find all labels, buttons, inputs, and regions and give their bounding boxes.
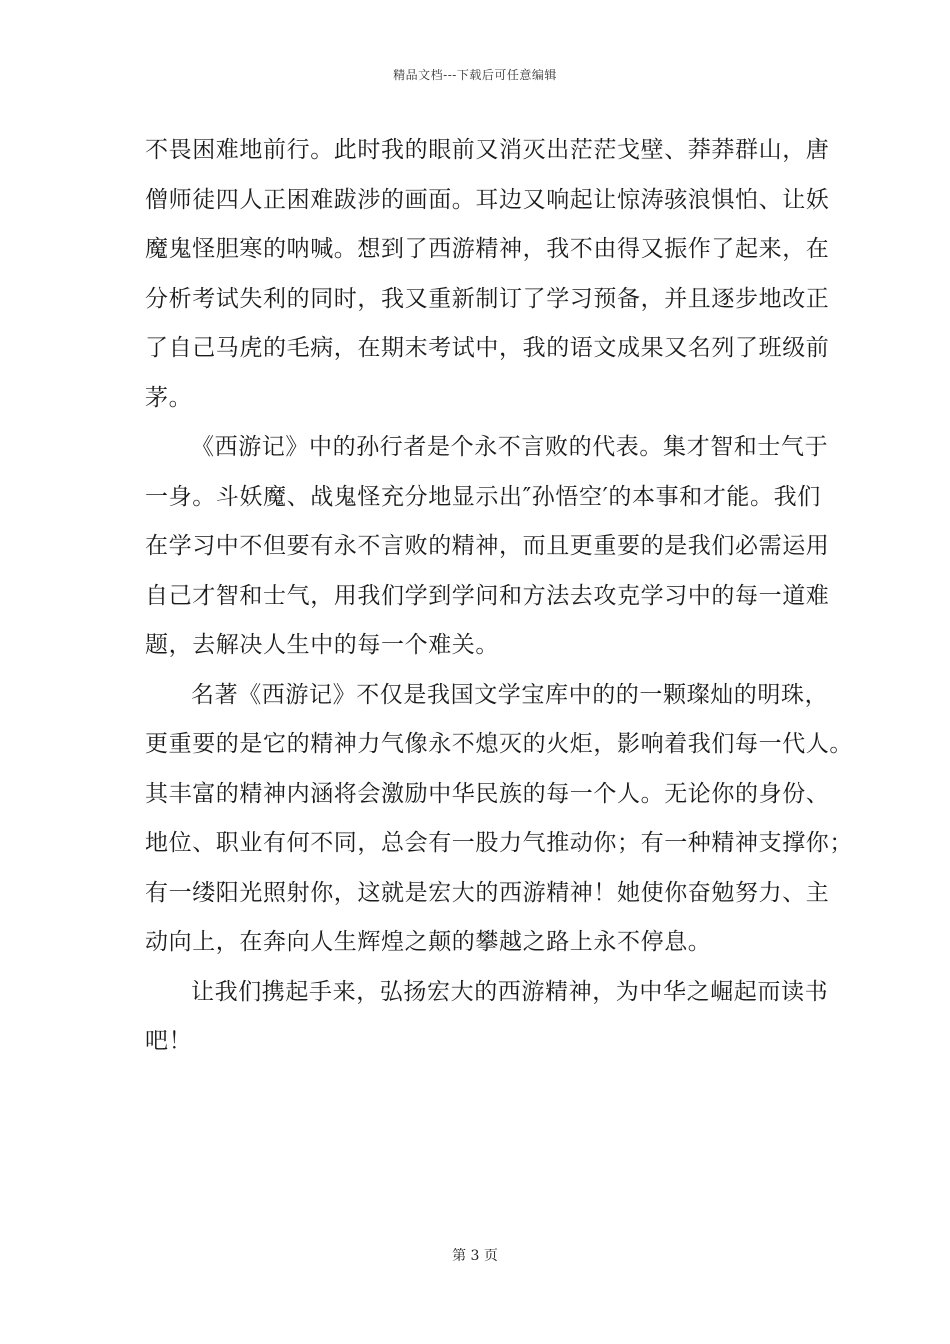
paragraph-line: 分析考试失利的同时，我又重新制订了学习预备，并且逐步地改正 <box>145 285 830 312</box>
paragraph-line: 自己才智和士气，用我们学到学问和方法去攻克学习中的每一道难 <box>145 582 830 609</box>
paragraph-line: 吧！ <box>145 1028 193 1054</box>
paragraph-line: 题，去解决人生中的每一个难关。 <box>145 632 499 658</box>
paragraph-line: 更重要的是它的精神力气像永不熄灭的火炬，影响着我们每一代人。 <box>145 731 853 757</box>
paragraph-2 <box>145 423 830 671</box>
paragraph-line: 不畏困难地前行。此时我的眼前又消灭出茫茫戈壁、莽莽群山，唐 <box>145 137 830 163</box>
page-header: 精品文档---下载后可任意编辑 <box>393 68 557 82</box>
paragraph-line: 有一缕阳光照射你，这就是宏大的西游精神！她使你奋勉努力、主 <box>145 879 830 906</box>
paragraph-line: 了自己马虎的毛病，在期末考试中，我的语文成果又名列了班级前 <box>145 335 830 361</box>
paragraph-3 <box>145 671 853 968</box>
paragraph-line: 其丰富的精神内涵将会激励中华民族的每一个人。无论你的身份、 <box>145 780 830 807</box>
paragraph-4 <box>145 968 829 1067</box>
paragraph-line: 僧师徒四人正困难跋涉的画面。耳边又响起让惊涛骇浪惧怕、让妖 <box>145 186 830 213</box>
paragraph-1 <box>145 126 830 423</box>
paragraph-line: 动向上，在奔向人生辉煌之颠的攀越之路上永不停息。 <box>145 929 712 955</box>
paragraph-line: 在学习中不但要有永不言败的精神，而且更重要的是我们必需运用 <box>145 533 830 559</box>
paragraph-line: 让我们携起手来，弘扬宏大的西游精神，为中华之崛起而读书 <box>191 978 829 1005</box>
paragraph-line: 茅。 <box>145 384 193 411</box>
paragraph-line: 一身。斗妖魔、战鬼怪充分地显示出″孙悟空′的本事和才能。我们 <box>145 483 821 510</box>
paragraph-line: 魔鬼怪胆寒的呐喊。想到了西游精神，我不由得又振作了起来，在 <box>145 236 830 262</box>
page-number: 第 3 页 <box>452 1248 498 1264</box>
paragraph-line: 名著《西游记》不仅是我国文学宝库中的的一颗璨灿的明珠， <box>191 681 829 708</box>
paragraph-line: 《西游记》中的孙行者是个永不言败的代表。集才智和士气于 <box>191 434 829 460</box>
paragraph-line: 地位、职业有何不同，总会有一股力气推动你；有一种精神支撑你； <box>145 830 853 856</box>
document-body <box>145 126 853 1067</box>
